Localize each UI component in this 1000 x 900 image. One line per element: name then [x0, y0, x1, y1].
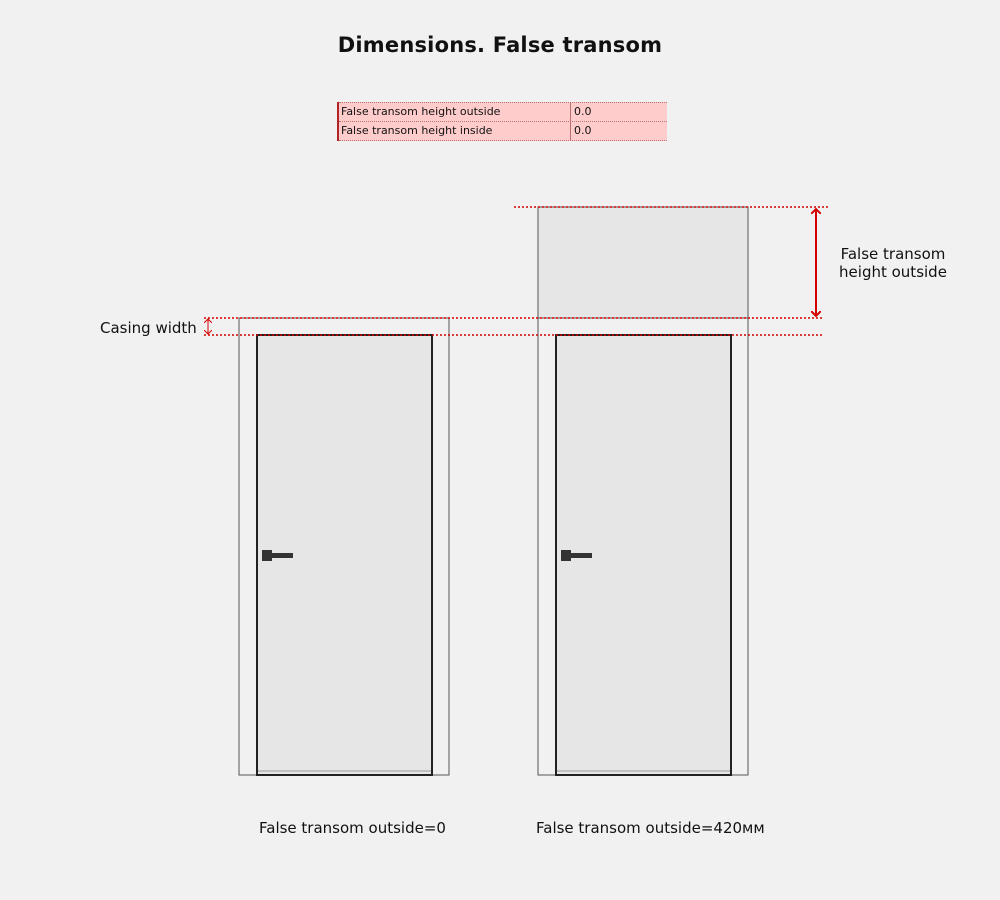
casing-width-label: Casing width [100, 319, 197, 337]
caption-left: False transom outside=0 [259, 819, 446, 837]
parameter-value[interactable]: 0.0 [574, 105, 592, 118]
page-title: Dimensions. False transom [337, 33, 663, 57]
parameter-label: False transom height inside [339, 122, 571, 140]
false-transom [538, 207, 748, 318]
caption-right: False transom outside=420мм [536, 819, 765, 837]
false-transom-label-line1: False transom [840, 245, 946, 263]
false-transom-height-outside-label [828, 245, 958, 281]
parameter-label: False transom height outside [339, 103, 571, 121]
door-right [538, 207, 748, 775]
false-transom-label-line2: height outside [839, 263, 947, 281]
parameter-value[interactable]: 0.0 [574, 124, 592, 137]
door-left [239, 318, 449, 775]
